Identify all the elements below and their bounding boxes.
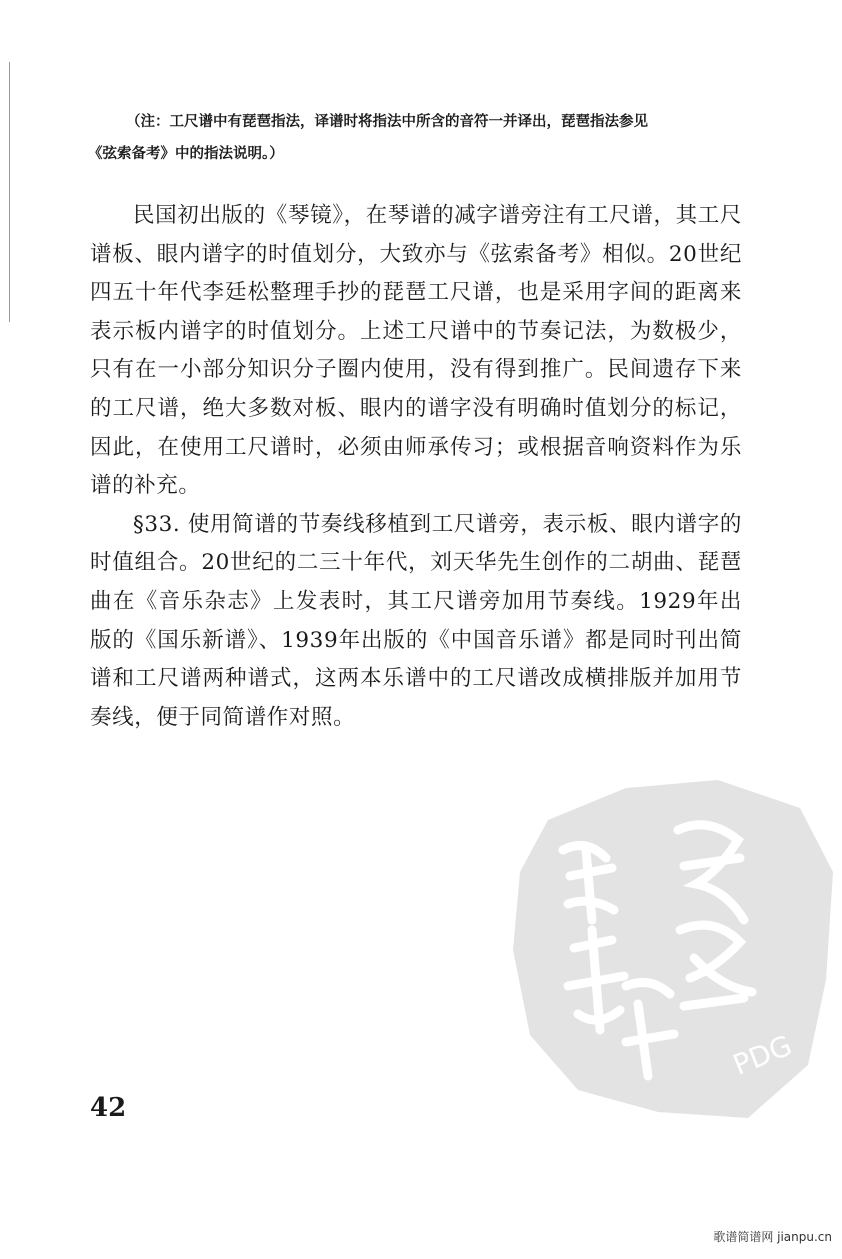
site-footer: 歌谱简谱网 jianpu.cn: [713, 1230, 832, 1244]
note-block: [88, 106, 768, 170]
note-line-2: 《弦索备考》中的指法说明。）: [88, 145, 284, 162]
paragraph-1: 民国初出版的《琴镜》，在琴谱的减字谱旁注有工尺谱，其工尺谱板、眼内谱字的时值划分，大致亦与《弦索备考》相似。20世纪四五十年代李廷松整理手抄的琵琶工尺谱，也是采用字间的距离来表示板内谱字的时值划分。上述工尺谱中的节奏记法，为数极少，只有在一小部分知识分子圈内使用，没有得到推广。民间遗存下来的工尺谱，绝大多数对板、眼内的谱字没有明确时值划分的标记，因此，在使用工尺谱时，必须由师承传习；或根据音响资料作为乐谱的补充。: [90, 203, 742, 499]
page-number: 42: [90, 1093, 127, 1123]
paragraph-2: §33. 使用简谱的节奏线移植到工尺谱旁，表示板、眼内谱字的时值组合。20世纪的二三十年代，刘天华先生创作的二胡曲、琵琶曲在《音乐杂志》上发表时，其工尺谱旁加用节奏线。1929年出版的《国乐新谱》、1939年出版的《中国音乐谱》都是同时刊出简谱和工尺谱两种谱式，这两本乐谱中的工尺谱改成横排版并加用节奏线，便于同简谱作对照。: [90, 511, 742, 730]
seal-stone-shape: [513, 780, 833, 1118]
scan-edge-line: [9, 62, 10, 322]
seal-watermark-text: PDG: [728, 1028, 797, 1082]
note-line-1: （注：工尺谱中有琵琶指法，译谱时将指法中所含的音符一并译出，琵琶指法参见: [126, 113, 648, 130]
main-text: [90, 197, 742, 737]
seal-watermark: [508, 780, 838, 1120]
